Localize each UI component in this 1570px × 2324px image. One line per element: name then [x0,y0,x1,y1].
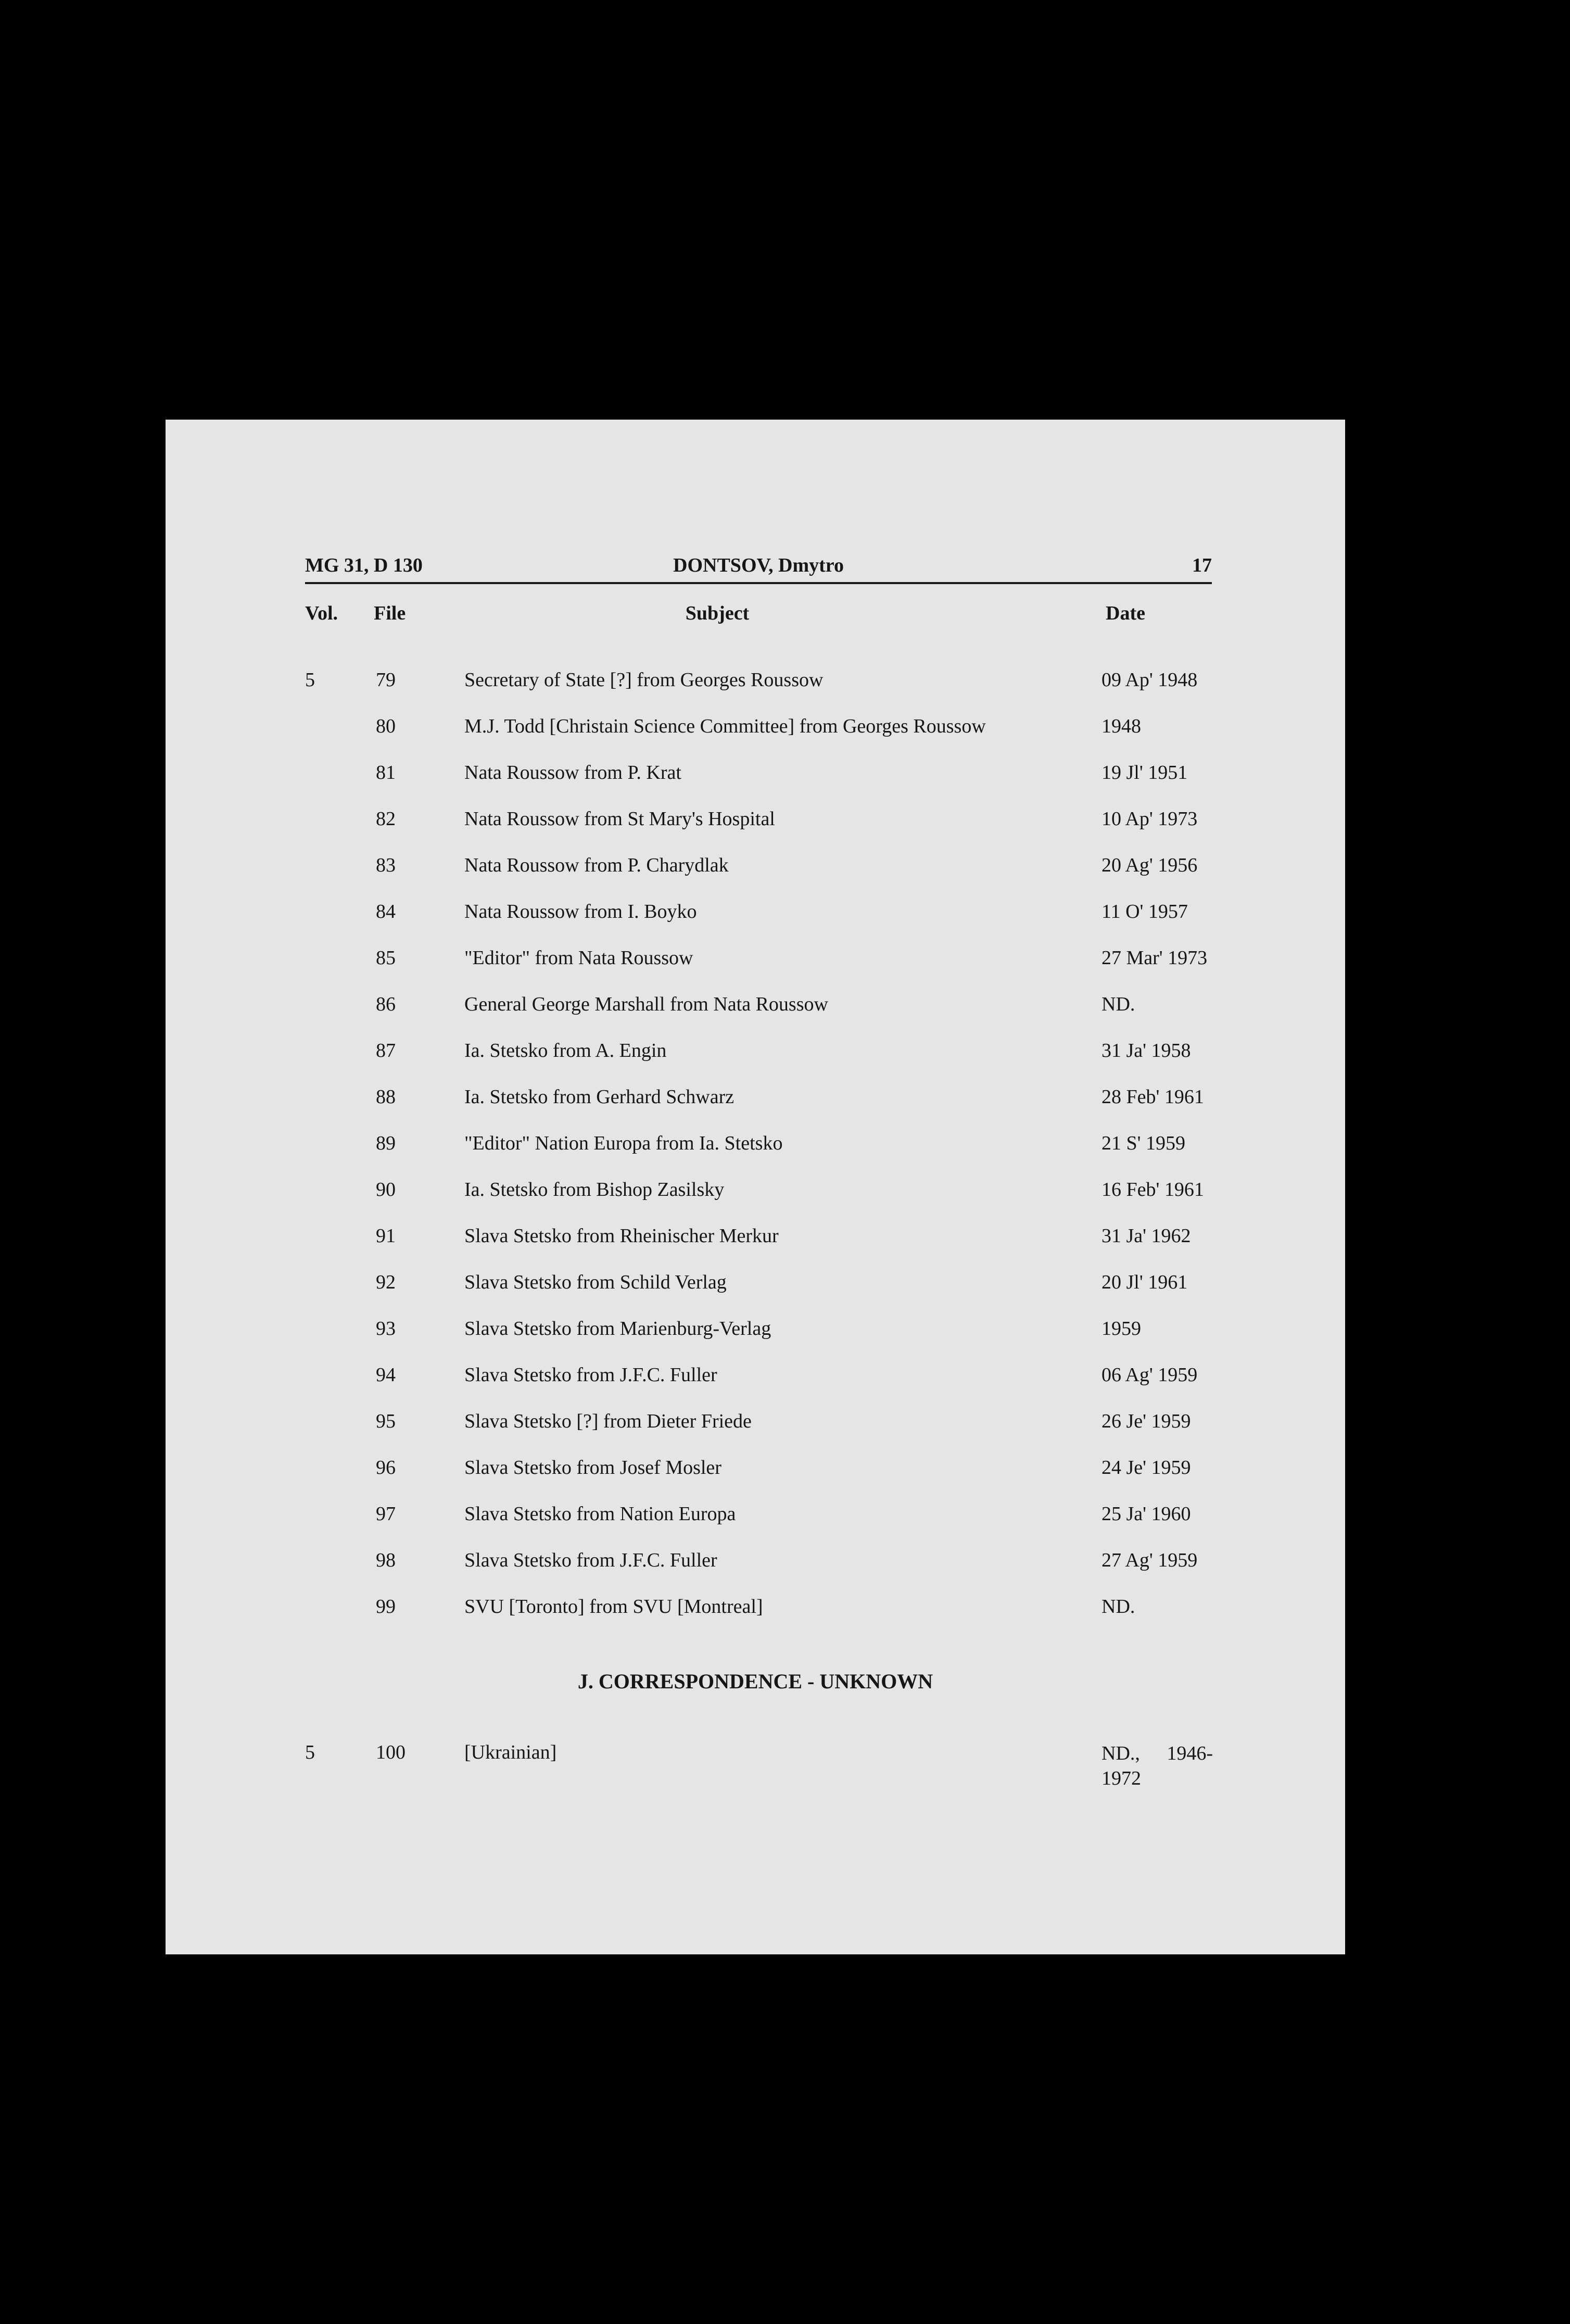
table-row [166,1132,1345,1178]
table-row [166,946,1345,993]
row-file: 86 [376,993,396,1015]
row-file: 85 [376,947,396,969]
collection-reference: MG 31, D 130 [305,554,423,576]
table-row [166,900,1345,946]
row-subject: Slava Stetsko from Josef Mosler [464,1457,721,1479]
table-row [166,668,1345,715]
row-subject: M.J. Todd [Christain Science Committee] from Georges Roussow [464,715,986,737]
row-date: 1959 [1101,1318,1141,1340]
row-subject: Nata Roussow from St Mary's Hospital [464,808,775,830]
file-list [166,668,1345,1641]
row-file: 98 [376,1549,396,1571]
row-date: ND. [1101,993,1135,1015]
row-date: 31 Ja' 1962 [1101,1225,1191,1247]
table-row [166,993,1345,1039]
row-date: ND., 1946-1972 [1101,1742,1213,1789]
row-file: 82 [376,808,396,830]
section-heading: J. CORRESPONDENCE - UNKNOWN [577,1670,933,1693]
table-row [166,1271,1345,1317]
row-subject: Nata Roussow from I. Boyko [464,901,697,923]
table-row [166,1410,1345,1456]
row-subject: Slava Stetsko from Nation Europa [464,1503,736,1525]
row-file: 89 [376,1132,396,1154]
column-header-date: Date [1106,602,1145,624]
table-row [166,1456,1345,1502]
row-file: 95 [376,1410,396,1432]
row-subject: Slava Stetsko from Marienburg-Verlag [464,1318,771,1340]
table-row [166,1178,1345,1224]
row-file: 84 [376,901,396,923]
row-date: 19 Jl' 1951 [1101,762,1188,784]
row-subject: Ia. Stetsko from Bishop Zasilsky [464,1179,725,1201]
page-header [305,554,1212,585]
row-file: 100 [376,1741,406,1763]
column-header-subject: Subject [685,602,750,624]
row-subject: [Ukrainian] [464,1741,557,1763]
row-date: 24 Je' 1959 [1101,1457,1191,1479]
table-row [166,761,1345,807]
row-vol: 5 [305,1741,315,1763]
row-subject: Ia. Stetsko from A. Engin [464,1040,667,1062]
row-file: 94 [376,1364,396,1386]
row-file: 87 [376,1040,396,1062]
row-date: 20 Jl' 1961 [1101,1271,1188,1293]
row-date: 27 Mar' 1973 [1101,947,1208,969]
row-subject: Slava Stetsko [?] from Dieter Friede [464,1410,752,1432]
column-header-file: File [374,602,406,624]
row-file: 96 [376,1457,396,1479]
table-row [166,1549,1345,1595]
table-row [166,715,1345,761]
row-subject: Slava Stetsko from Schild Verlag [464,1271,727,1293]
row-date: 25 Ja' 1960 [1101,1503,1191,1525]
table-row [166,854,1345,900]
row-file: 88 [376,1086,396,1108]
row-subject: Ia. Stetsko from Gerhard Schwarz [464,1086,735,1108]
row-file: 93 [376,1318,396,1340]
row-file: 97 [376,1503,396,1525]
row-file: 91 [376,1225,396,1247]
row-file: 92 [376,1271,396,1293]
document-page [166,420,1345,1954]
row-date: 21 S' 1959 [1101,1132,1185,1154]
row-date: 1948 [1101,715,1141,737]
row-subject: Secretary of State [?] from Georges Roussow [464,669,824,691]
row-subject: Slava Stetsko from Rheinischer Merkur [464,1225,779,1247]
row-subject: SVU [Toronto] from SVU [Montreal] [464,1596,763,1618]
row-date: 11 O' 1957 [1101,901,1188,923]
row-subject: Nata Roussow from P. Krat [464,762,681,784]
row-date: 28 Feb' 1961 [1101,1086,1204,1108]
row-file: 83 [376,854,396,876]
row-file: 79 [376,669,396,691]
table-row [166,1317,1345,1363]
table-row [166,1363,1345,1410]
row-date: 31 Ja' 1958 [1101,1040,1191,1062]
row-subject: Nata Roussow from P. Charydlak [464,854,729,876]
header-rule [305,582,1212,584]
table-row [166,1595,1345,1641]
row-date: ND. [1101,1596,1135,1618]
row-date: 27 Ag' 1959 [1101,1549,1198,1571]
row-file: 81 [376,762,396,784]
row-subject: Slava Stetsko from J.F.C. Fuller [464,1364,717,1386]
table-row [166,807,1345,854]
row-date: 09 Ap' 1948 [1101,669,1198,691]
table-row [166,1502,1345,1549]
table-row [166,1085,1345,1132]
row-subject: "Editor" Nation Europa from Ia. Stetsko [464,1132,783,1154]
row-date: 10 Ap' 1973 [1101,808,1198,830]
row-file: 80 [376,715,396,737]
row-file: 90 [376,1179,396,1201]
row-date: 26 Je' 1959 [1101,1410,1191,1432]
table-row [166,1741,1345,1803]
row-date: 16 Feb' 1961 [1101,1179,1204,1201]
row-vol: 5 [305,669,315,691]
page-title: DONTSOV, Dmytro [673,554,844,576]
table-row [166,1224,1345,1271]
row-date: 20 Ag' 1956 [1101,854,1198,876]
row-subject: General George Marshall from Nata Roussow [464,993,828,1015]
row-subject: "Editor" from Nata Roussow [464,947,693,969]
page-number: 17 [1192,554,1212,576]
row-date: 06 Ag' 1959 [1101,1364,1198,1386]
table-row [166,1039,1345,1085]
column-header-vol: Vol. [305,602,338,624]
row-file: 99 [376,1596,396,1618]
row-subject: Slava Stetsko from J.F.C. Fuller [464,1549,717,1571]
